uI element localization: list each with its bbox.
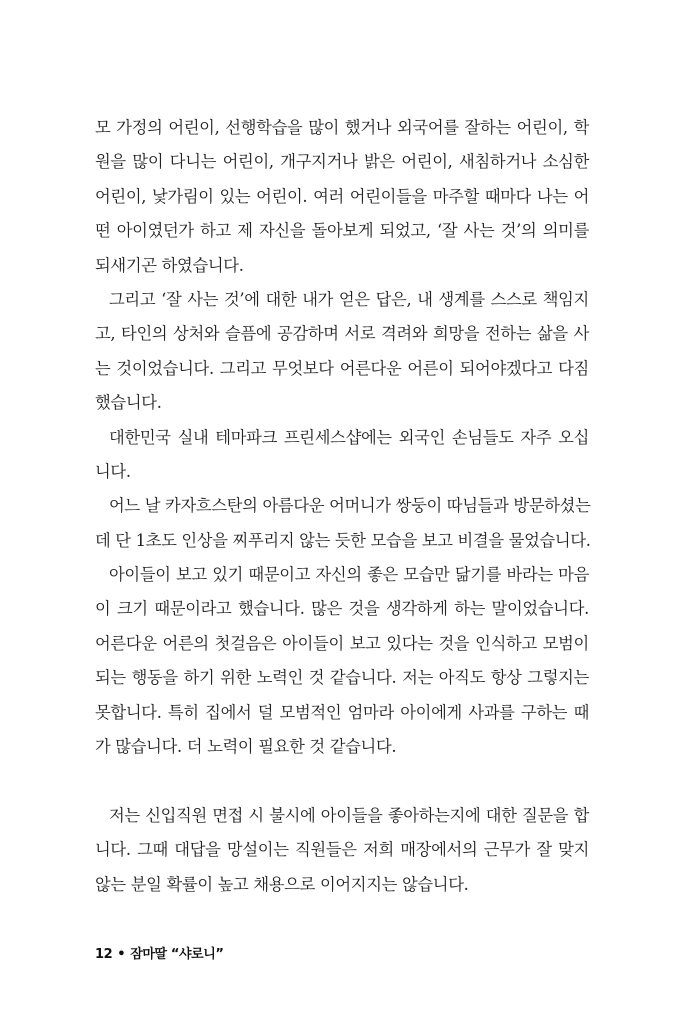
text-line: 못합니다. 특히 집에서 덜 모범적인 엄마라 아이에게 사과를 구하는 때 <box>95 702 589 722</box>
text-line: 이 크기 때문이라고 했습니다. 많은 것을 생각하게 하는 말이었습니다. <box>95 599 589 619</box>
book-title: 잠마딸 “샤로니” <box>130 947 224 962</box>
page-footer <box>95 943 224 962</box>
text-line: 고, 타인의 상처와 슬픔에 공감하며 서로 격려와 희망을 전하는 삶을 사 <box>95 324 589 344</box>
text-line: 어린이, 낯가림이 있는 어린이. 여러 어린이들을 마주할 때마다 나는 어 <box>95 186 589 206</box>
text-line: 가 많습니다. 더 노력이 필요한 것 같습니다. <box>95 737 397 757</box>
text-line: 대한민국 실내 테마파크 프린세스샵에는 외국인 손님들도 자주 오십 <box>109 427 589 447</box>
text-line: 저는 신입직원 면접 시 불시에 아이들을 좋아하는지에 대한 질문을 합 <box>109 805 589 825</box>
text-line: 어느 날 카자흐스탄의 아름다운 어머니가 쌍둥이 따님들과 방문하셨는 <box>109 496 591 516</box>
footer-separator: • <box>117 947 126 962</box>
page-number: 12 <box>95 947 113 962</box>
text-line: 했습니다. <box>95 393 162 413</box>
text-line: 모 가정의 어린이, 선행학습을 많이 했거나 외국어를 잘하는 어린이, 학 <box>95 118 589 137</box>
text-line: 되새기곤 하였습니다. <box>95 255 244 275</box>
text-line: 어른다운 어른의 첫걸음은 아이들이 보고 있다는 것을 인식하고 모범이 <box>95 633 589 653</box>
text-line: 아이들이 보고 있기 때문이고 자신의 좋은 모습만 닮기를 바라는 마음 <box>109 565 589 585</box>
text-line: 되는 행동을 하기 위한 노력인 것 같습니다. 저는 아직도 항상 그렇지는 <box>95 668 589 688</box>
text-line: 니다. <box>95 461 131 481</box>
text-line: 그리고 ‘잘 사는 것’에 대한 내가 얻은 답은, 내 생계를 스스로 책임지 <box>109 289 589 309</box>
paragraph-gap <box>95 764 589 798</box>
text-line: 떤 아이였던가 하고 제 자신을 돌아보게 되었고, ‘잘 사는 것’의 의미를 <box>95 221 589 241</box>
text-line: 는 것이었습니다. 그리고 무엇보다 어른다운 어른이 되어야겠다고 다짐 <box>95 358 589 378</box>
text-line: 않는 분일 확률이 높고 채용으로 이어지지는 않습니다. <box>95 874 469 894</box>
text-line: 데 단 1초도 인상을 찌푸리지 않는 듯한 모습을 보고 비결을 물었습니다. <box>95 530 591 550</box>
text-line: 원을 많이 다니는 어린이, 개구지거나 밝은 어린이, 새침하거나 소심한 <box>95 152 589 172</box>
body-text <box>95 111 589 902</box>
text-line: 니다. 그때 대답을 망설이는 직원들은 저희 매장에서의 근무가 잘 맞지 <box>95 840 589 860</box>
